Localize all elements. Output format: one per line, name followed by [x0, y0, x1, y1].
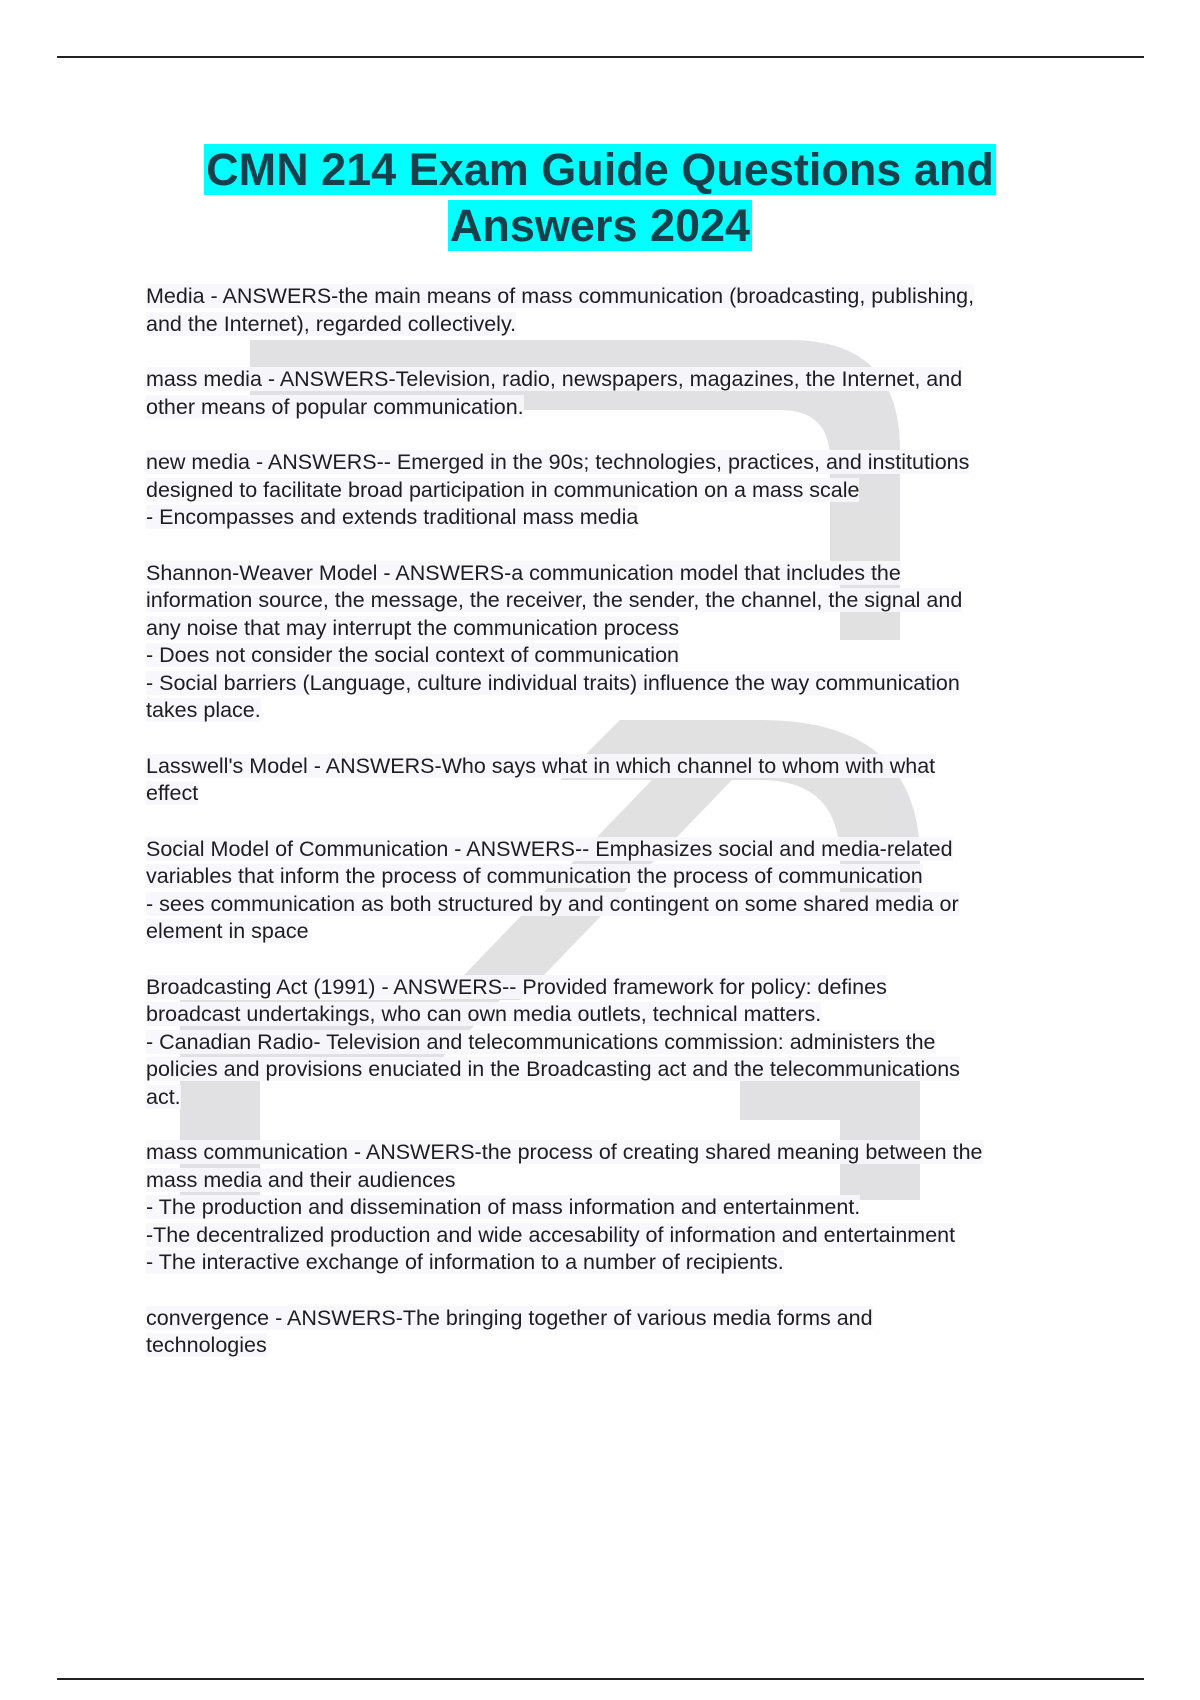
entry-text-line: - The production and dissemination of mass information and entertainment. [146, 1195, 861, 1219]
entry-text-line: designed to facilitate broad participation in communication on a mass scale [146, 477, 860, 502]
qa-entry-lasswell [146, 753, 1096, 808]
qa-entry-mass-media [146, 366, 1096, 421]
entry-text-line: variables that inform the process of communication the process of communication [146, 864, 923, 888]
entry-text-line: mass media - ANSWERS-Television, radio, newspapers, magazines, the Internet, and [146, 367, 963, 391]
entry-text-line: - Does not consider the social context of communication [146, 643, 679, 667]
entry-text-line: Broadcasting Act (1991) - ANSWERS-- Provided framework for policy: defines [146, 974, 887, 999]
document-title [0, 142, 1200, 254]
entry-text-line: technologies [146, 1333, 267, 1357]
qa-entry-new-media [146, 449, 1096, 532]
qa-list [146, 283, 1096, 1388]
entry-text-line: broadcast undertakings, who can own media outlets, technical matters. [146, 1002, 822, 1026]
qa-entry-social-model [146, 836, 1096, 946]
qa-entry-mass-communication [146, 1139, 1096, 1277]
entry-text-line: new media - ANSWERS-- Emerged in the 90s; technologies, practices, and institutions [146, 450, 970, 474]
qa-entry-media [146, 283, 1096, 338]
entry-text-line: Shannon-Weaver Model - ANSWERS-a communication model that includes the [146, 560, 901, 585]
entry-text-line: mass communication - ANSWERS-the process of creating shared meaning between the [146, 1140, 983, 1164]
entry-text-line: - Canadian Radio- Television and telecommunications commission: administers the [146, 1029, 936, 1054]
title-line-1: CMN 214 Exam Guide Questions and [206, 144, 994, 195]
entry-text-line: - Encompasses and extends traditional mass media [146, 505, 639, 529]
entry-text-line: element in space [146, 919, 309, 943]
title-line-2: Answers 2024 [449, 200, 751, 251]
entry-text-line: -The decentralized production and wide accesability of information and entertainment [146, 1222, 956, 1247]
entry-text-line: Social Model of Communication - ANSWERS-- Emphasizes social and media-related [146, 836, 953, 861]
entry-text-line: convergence - ANSWERS-The bringing together of various media forms and [146, 1305, 873, 1330]
bottom-rule [57, 1678, 1144, 1680]
entry-text-line: mass media and their audiences [146, 1167, 456, 1192]
entry-text-line: Media - ANSWERS-the main means of mass communication (broadcasting, publishing, [146, 284, 975, 308]
entry-text-line: - The interactive exchange of information to a number of recipients. [146, 1250, 784, 1274]
qa-entry-convergence [146, 1305, 1096, 1360]
qa-entry-shannon-weaver [146, 560, 1096, 725]
qa-entry-broadcasting-act [146, 974, 1096, 1112]
entry-text-line: Lasswell's Model - ANSWERS-Who says what in which channel to whom with what [146, 753, 936, 778]
entry-text-line: and the Internet), regarded collectively. [146, 311, 517, 336]
entry-text-line: policies and provisions enuciated in the Broadcasting act and the telecommunications [146, 1057, 960, 1081]
entry-text-line: takes place. [146, 698, 261, 722]
entry-text-line: effect [146, 781, 199, 805]
entry-text-line: - Social barriers (Language, culture individual traits) influence the way communication [146, 670, 960, 695]
entry-text-line: any noise that may interrupt the communication process [146, 615, 679, 640]
entry-text-line: - sees communication as both structured by and contingent on some shared media or [146, 891, 959, 916]
top-rule [57, 56, 1144, 58]
entry-text-line: act. [146, 1084, 181, 1109]
entry-text-line: information source, the message, the receiver, the sender, the channel, the signal and [146, 588, 963, 612]
entry-text-line: other means of popular communication. [146, 394, 524, 419]
